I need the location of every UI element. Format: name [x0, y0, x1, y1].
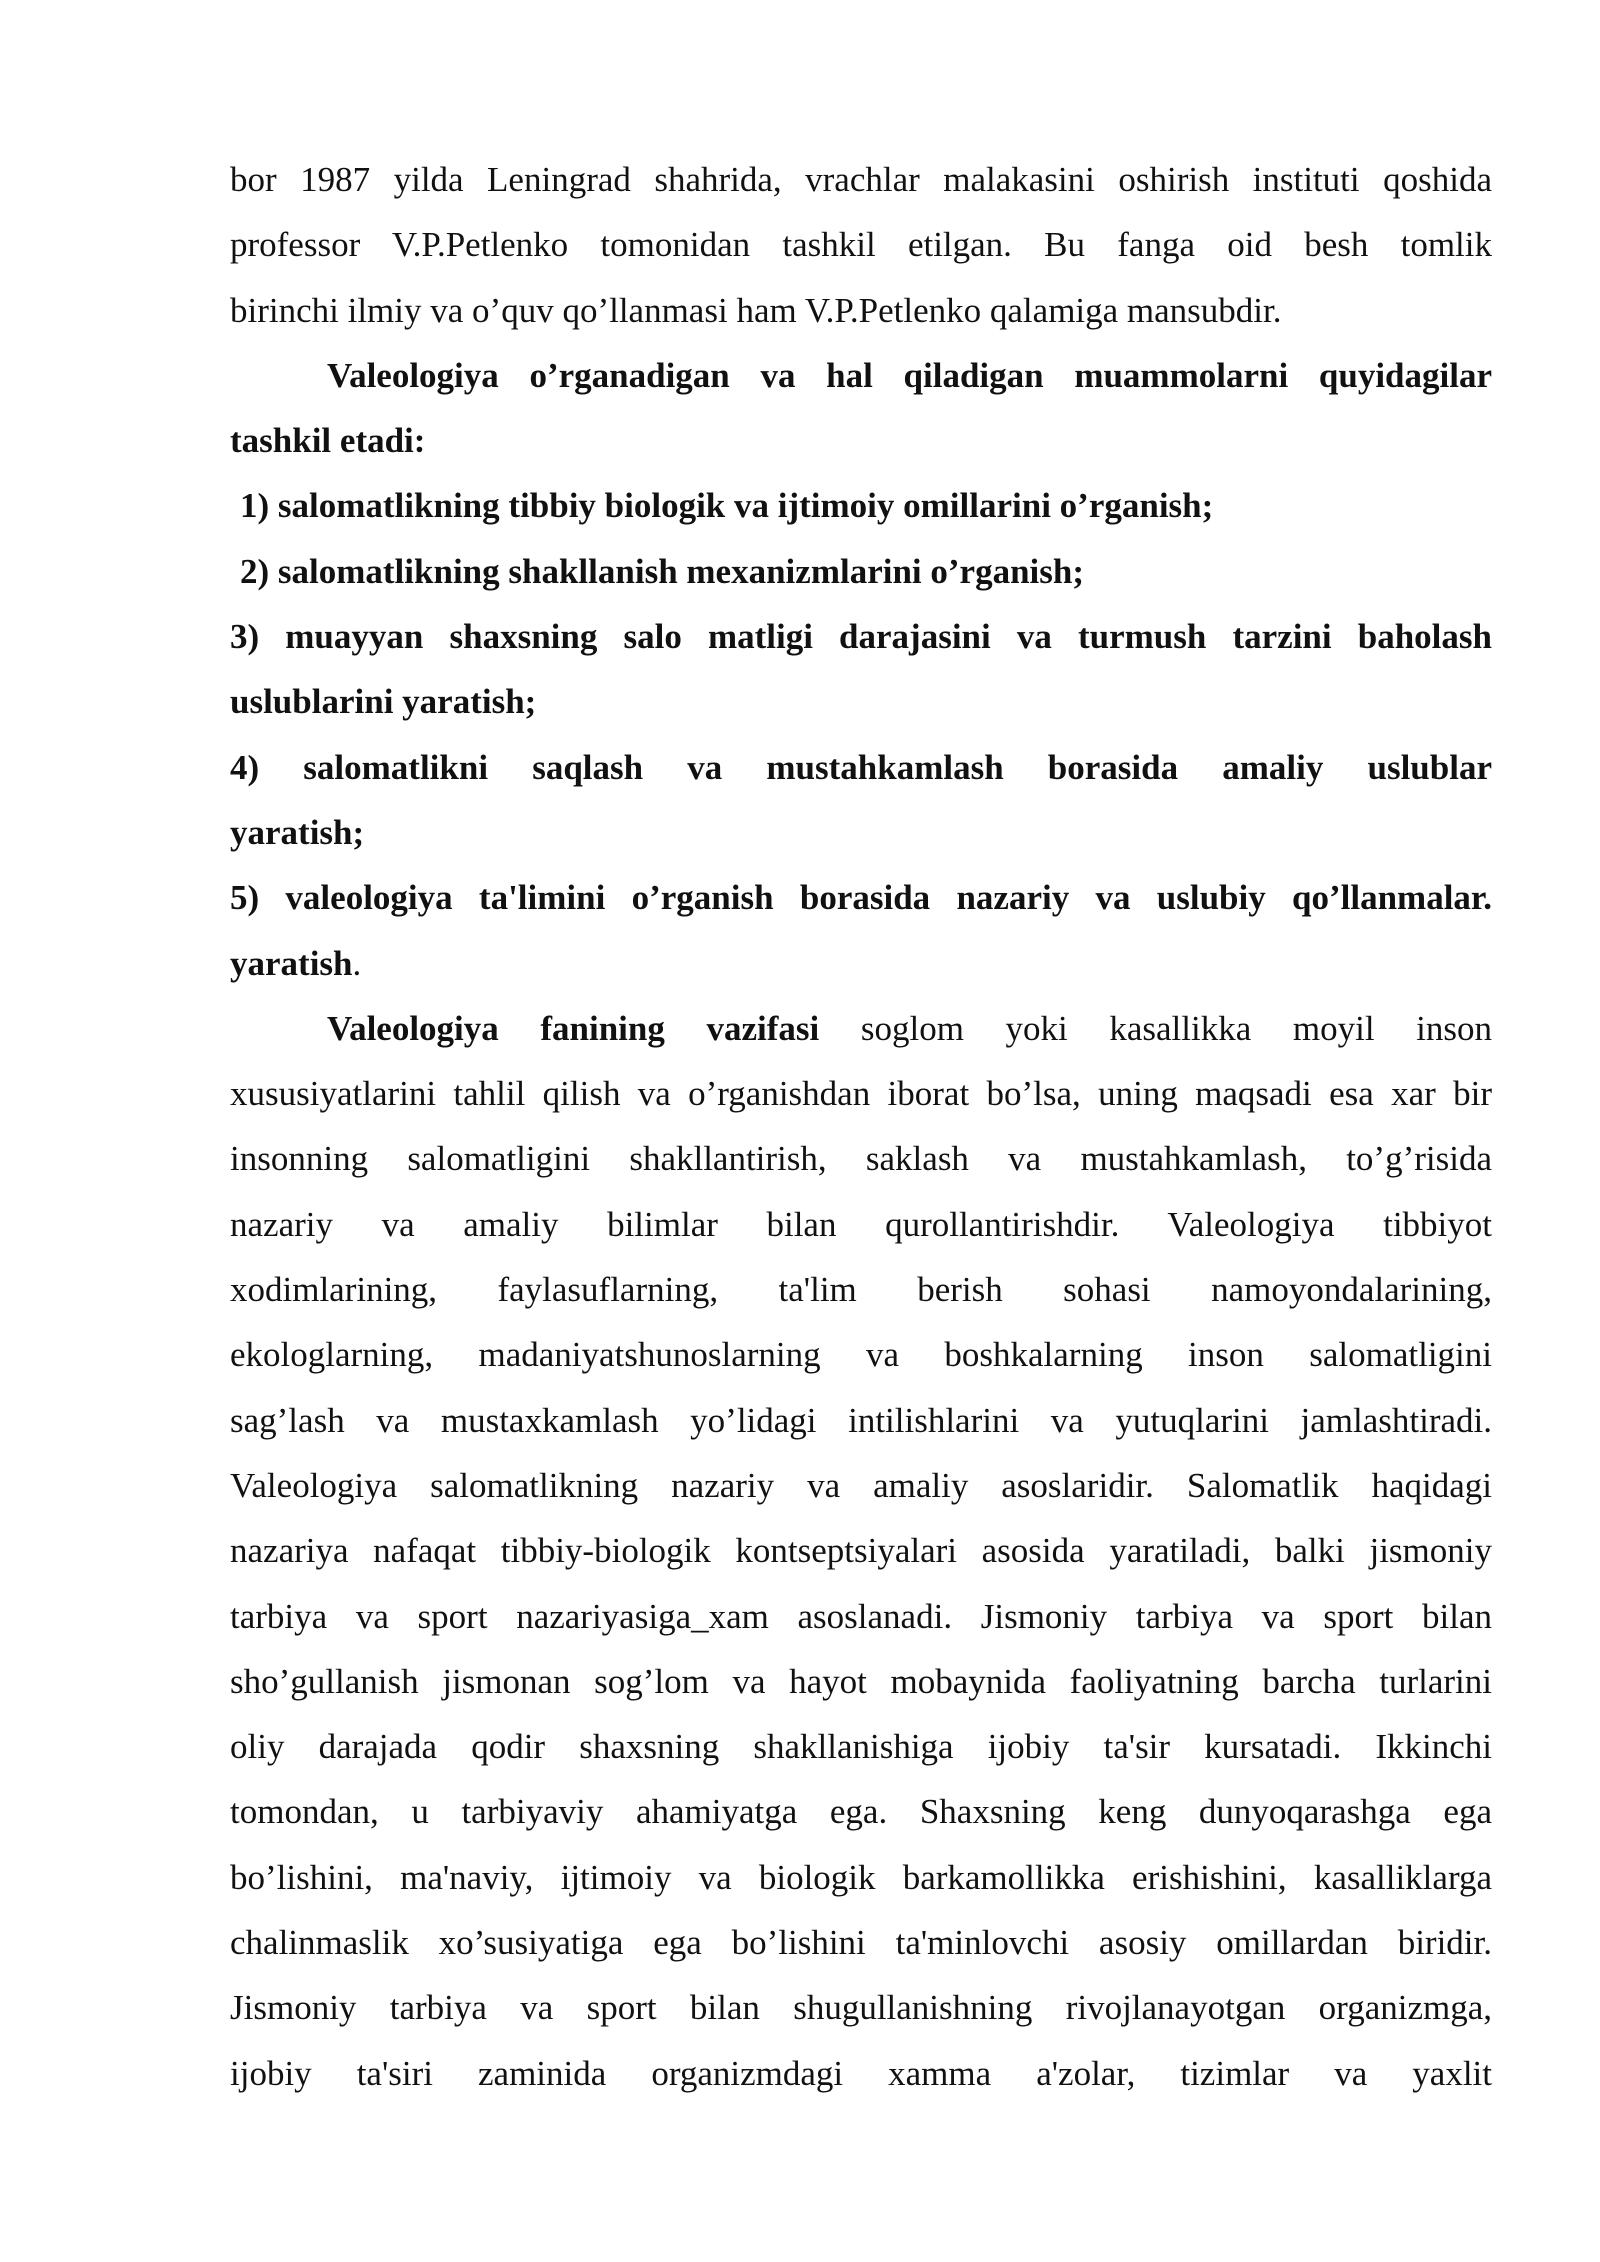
section-heading-line: Valeologiya o’rganadigan va hal qiladigan muammolarni quyidagilar	[327, 355, 1492, 395]
list-item: 3) muayyan shaxsning salo matligi darajasini va turmush tarzini baholash	[230, 617, 1492, 657]
text-line: ekologlarning, madaniyatshunoslarning va boshkalarning inson salomatligini	[230, 1335, 1492, 1375]
bold-lead-text: Valeologiya fanining vazifasi	[327, 1008, 820, 1048]
text-line: nazariy va amaliy bilimlar bilan qurollantirishdir. Valeologiya tibbiyot	[230, 1204, 1492, 1244]
text-line: insonning salomatligini shakllantirish, saklash va mustahkamlash, to’g’risida	[230, 1139, 1492, 1179]
text-suffix: .	[352, 943, 362, 983]
text-line: xususiyatlarini tahlil qilish va o’rganishdan iborat bo’lsa, uning maqsadi esa xar bir	[230, 1074, 1492, 1114]
list-item-continuation: yaratish;	[230, 812, 365, 852]
text-line: professor V.P.Petlenko tomonidan tashkil etilgan. Bu fanga oid besh tomlik	[230, 225, 1492, 265]
list-item: 2) salomatlikning shakllanish mexanizmlarini o’rganish;	[240, 551, 1085, 591]
text-line: sho’gullanish jismonan sog’lom va hayot mobaynida faoliyatning barcha turlarini	[230, 1661, 1492, 1701]
text-line: tomondan, u tarbiyaviy ahamiyatga ega. Shaxsning keng dunyoqarashga ega	[230, 1792, 1492, 1832]
text-line: bo’lishini, ma'naviy, ijtimoiy va biologik barkamollikka erishishini, kasalliklarga	[230, 1857, 1492, 1897]
section-heading-line: tashkil etadi:	[230, 421, 426, 461]
text-line: sag’lash va mustaxkamlash yo’lidagi intilishlarini va yutuqlarini jamlashtiradi.	[230, 1400, 1492, 1440]
text-line: bor 1987 yilda Leningrad shahrida, vrachlar malakasini oshirish instituti qoshida	[230, 160, 1492, 199]
text-line: birinchi ilmiy va o’quv qo’llanmasi ham V.P.Petlenko qalamiga mansubdir.	[230, 290, 1282, 330]
list-item: 4) salomatlikni saqlash va mustahkamlash borasida amaliy uslublar	[230, 747, 1492, 787]
text-line: ijobiy ta'siri zaminida organizmdagi xamma a'zolar, tizimlar va yaxlit	[230, 2053, 1492, 2093]
list-item-continuation	[230, 931, 1492, 996]
text-run: soglom yoki kasallikka moyil inson	[819, 1008, 1492, 1048]
text-line: nazariya nafaqat tibbiy-biologik kontseptsiyalari asosida yaratiladi, balki jismoniy	[230, 1531, 1492, 1571]
text-line: xodimlarining, faylasuflarning, ta'lim berish sohasi namoyondalarining,	[230, 1270, 1492, 1310]
text-line: tarbiya va sport nazariyasiga_xam asoslanadi. Jismoniy tarbiya va sport bilan	[230, 1596, 1492, 1636]
text-line: Valeologiya salomatlikning nazariy va amaliy asoslaridir. Salomatlik haqidagi	[230, 1465, 1492, 1505]
bold-text: yaratish	[230, 943, 353, 983]
list-item: 1) salomatlikning tibbiy biologik va ijtimoiy omillarini o’rganish;	[240, 486, 1214, 526]
text-line: Jismoniy tarbiya va sport bilan shugullanishning rivojlanayotgan organizmga,	[230, 1988, 1492, 2028]
text-line: chalinmaslik xo’susiyatiga ega bo’lishini ta'minlovchi asosiy omillardan biridir.	[230, 1923, 1492, 1963]
text-line: oliy darajada qodir shaxsning shakllanishiga ijobiy ta'sir kursatadi. Ikkinchi	[230, 1727, 1492, 1767]
list-item: 5) valeologiya ta'limini o’rganish borasida nazariy va uslubiy qo’llanmalar.	[230, 878, 1492, 918]
paragraph-start-line	[230, 996, 1492, 1061]
list-item-continuation: uslublarini yaratish;	[230, 682, 537, 722]
